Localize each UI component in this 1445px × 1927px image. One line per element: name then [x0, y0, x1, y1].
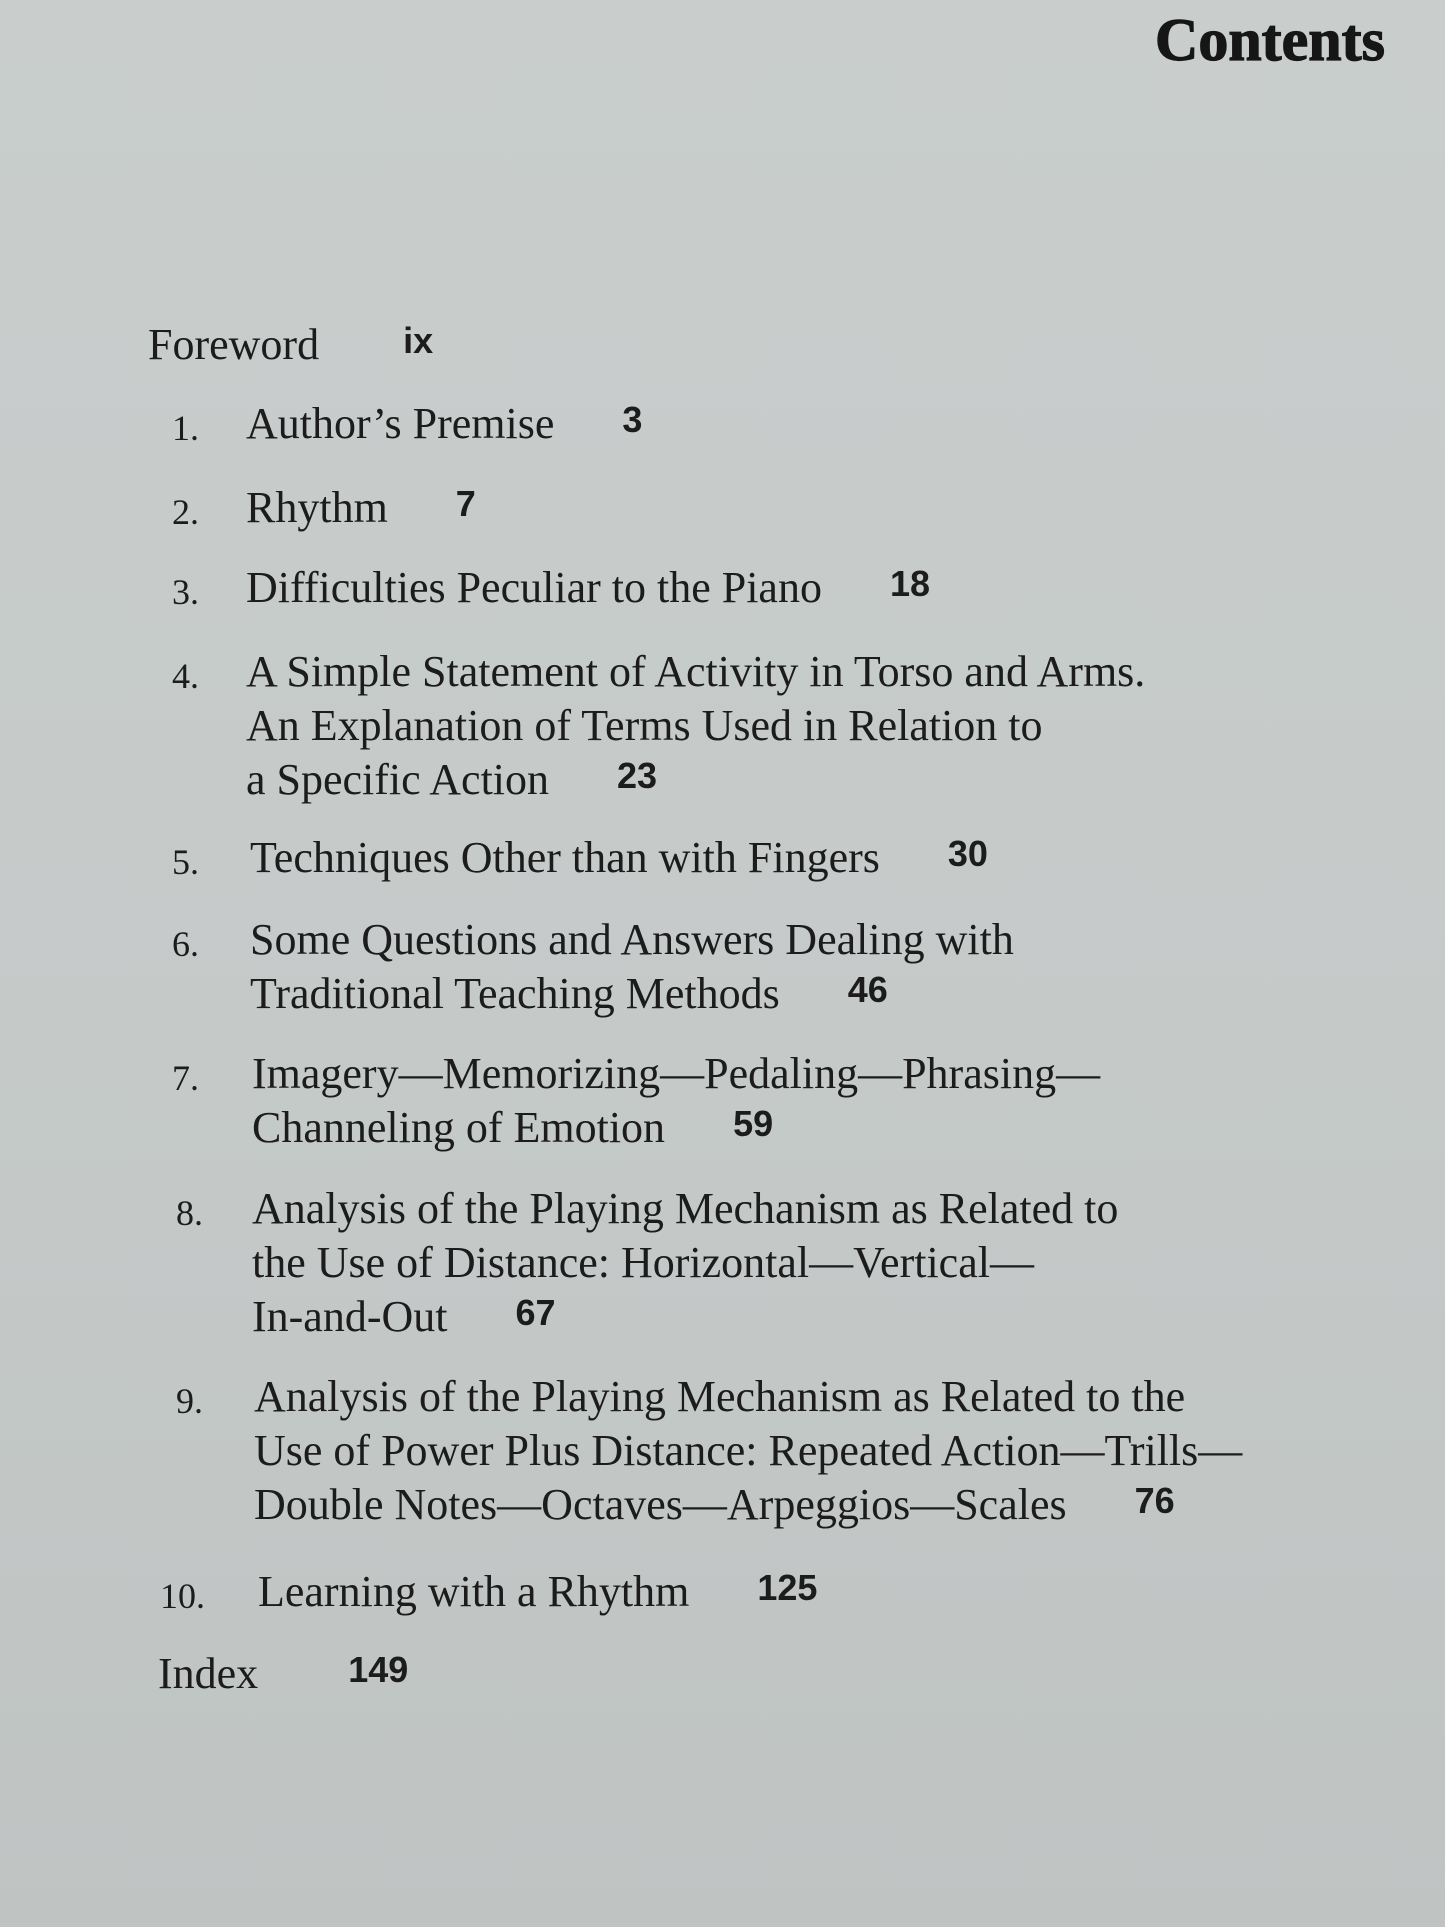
page-number: 23 — [617, 755, 658, 796]
page-number: 67 — [515, 1292, 556, 1333]
toc-entry-chapter-8-line — [252, 1290, 556, 1346]
entry-title: Index — [158, 1649, 259, 1698]
page-number: 46 — [847, 969, 888, 1010]
entry-title: Traditional Teaching Methods — [250, 969, 780, 1018]
page-number: 149 — [348, 1649, 409, 1690]
entry-title: Techniques Other than with Fingers — [250, 833, 880, 882]
entry-title: Author’s Premise — [246, 399, 555, 448]
page-number: 7 — [455, 483, 476, 524]
toc-entry-index — [158, 1647, 408, 1703]
entry-title: An Explanation of Terms Used in Relation to — [246, 701, 1043, 750]
toc-entry-chapter-6-line — [250, 967, 888, 1023]
toc-entry-chapter-6-line — [250, 913, 1014, 967]
toc-entry-chapter-4-line — [246, 699, 1043, 753]
page-number: 30 — [947, 833, 988, 874]
entry-title: Imagery—Memorizing—Pedaling—Phrasing— — [252, 1049, 1101, 1098]
page-number: 3 — [622, 399, 643, 440]
page-title: Contents — [1154, 7, 1385, 73]
entry-title: Foreword — [148, 320, 320, 369]
toc-entry-chapter-7-line — [252, 1047, 1100, 1101]
entry-title: a Specific Action — [246, 755, 550, 804]
entry-title: Analysis of the Playing Mechanism as Related to the — [254, 1372, 1186, 1421]
toc-entry-chapter-7-line — [252, 1101, 773, 1157]
toc-entry-chapter-2-line — [246, 481, 476, 537]
page-number: ix — [403, 320, 434, 361]
page-number: 125 — [757, 1567, 818, 1608]
toc-entry-chapter-4-line — [246, 753, 657, 809]
toc-entry-chapter-1-line — [246, 397, 642, 453]
entry-title: Some Questions and Answers Dealing with — [250, 915, 1014, 964]
toc-entry-chapter-9-line — [254, 1478, 1175, 1534]
entry-title: Rhythm — [246, 483, 388, 532]
chapter-number: 6. — [172, 924, 199, 964]
toc-entry-chapter-10-line — [258, 1565, 817, 1621]
toc-entry-chapter-5-line — [250, 831, 988, 887]
entry-title: In-and-Out — [252, 1292, 448, 1341]
entry-title: Analysis of the Playing Mechanism as Related to — [252, 1184, 1119, 1233]
entry-title: A Simple Statement of Activity in Torso and Arms. — [246, 647, 1146, 696]
chapter-number: 9. — [176, 1381, 203, 1421]
page-number: 59 — [733, 1103, 774, 1144]
entry-title: the Use of Distance: Horizontal—Vertical— — [252, 1238, 1034, 1287]
entry-title: Double Notes—Octaves—Arpeggios—Scales — [254, 1480, 1067, 1529]
chapter-number: 10. — [160, 1576, 205, 1616]
chapter-number: 1. — [172, 408, 199, 448]
entry-title: Difficulties Peculiar to the Piano — [246, 563, 822, 612]
toc-entry-chapter-9-line — [254, 1370, 1185, 1424]
entry-title: Channeling of Emotion — [252, 1103, 666, 1152]
toc-entry-chapter-8-line — [252, 1236, 1034, 1290]
chapter-number: 5. — [172, 842, 199, 882]
toc-entry-chapter-9-line — [254, 1424, 1242, 1478]
toc-entry-chapter-4-line — [246, 645, 1145, 699]
chapter-number: 4. — [172, 656, 199, 696]
chapter-number: 7. — [172, 1058, 199, 1098]
toc-entry-foreword — [148, 318, 433, 374]
entry-title: Use of Power Plus Distance: Repeated Action—Trills— — [254, 1426, 1243, 1475]
chapter-number: 2. — [172, 492, 199, 532]
page-number: 76 — [1134, 1480, 1175, 1521]
toc-entry-chapter-3-line — [246, 561, 930, 617]
chapter-number: 3. — [172, 572, 199, 612]
toc-entry-chapter-8-line — [252, 1182, 1118, 1236]
page-number: 18 — [889, 563, 930, 604]
entry-title: Learning with a Rhythm — [258, 1567, 690, 1616]
chapter-number: 8. — [176, 1193, 203, 1233]
